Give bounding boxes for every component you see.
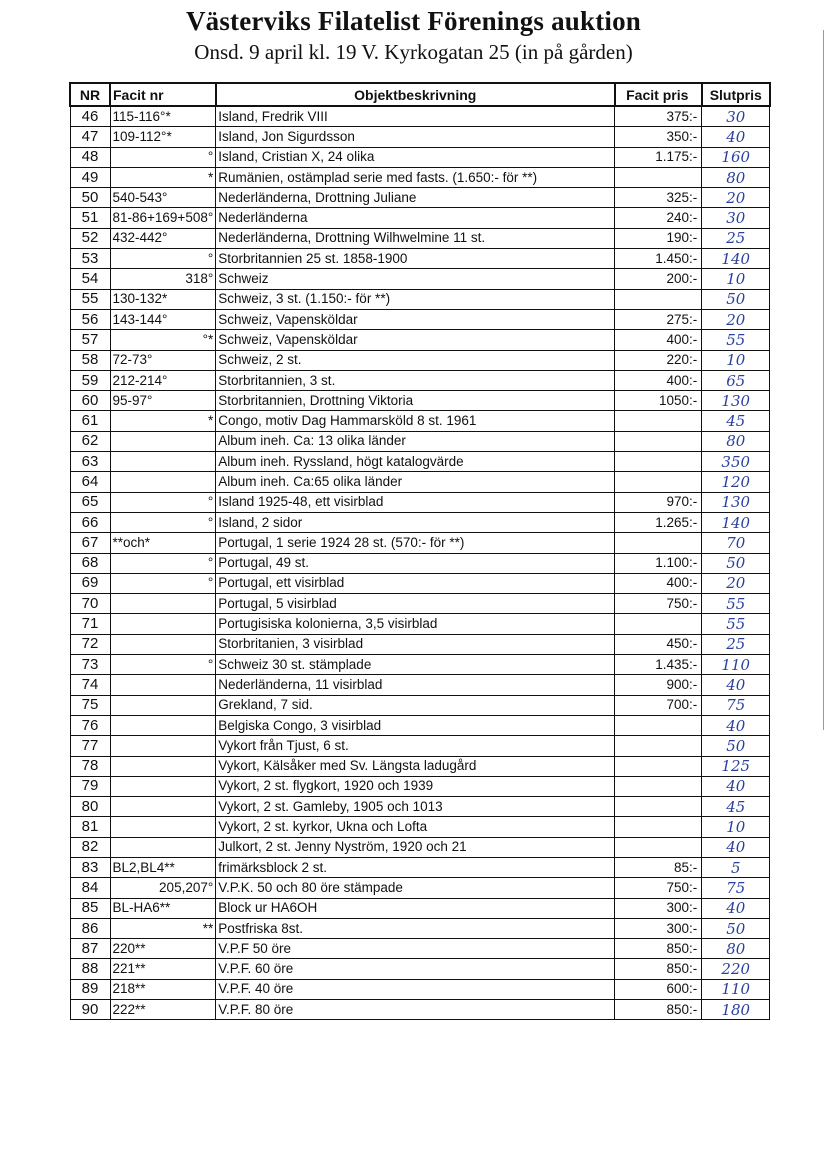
- item-description: Storbritannien, 3 st.: [216, 370, 615, 390]
- facit-number: 95-97°: [110, 391, 216, 411]
- facit-number: °: [110, 553, 216, 573]
- item-description: Island, 2 sidor: [216, 512, 615, 532]
- lot-number: 65: [70, 492, 110, 512]
- facit-price: 1.100:-: [615, 553, 702, 573]
- table-row: [70, 736, 770, 756]
- final-price: 20: [702, 573, 770, 593]
- table-row: [70, 330, 770, 350]
- final-price: 55: [702, 594, 770, 614]
- final-price: 45: [702, 797, 770, 817]
- auction-table: [69, 82, 771, 1020]
- facit-price: 220:-: [615, 350, 702, 370]
- table-row: [70, 776, 770, 796]
- facit-number: BL2,BL4**: [110, 857, 216, 877]
- item-description: Island, Jon Sigurdsson: [216, 127, 615, 147]
- table-row: [70, 553, 770, 573]
- facit-price: 970:-: [615, 492, 702, 512]
- final-price: 130: [702, 492, 770, 512]
- facit-price: [615, 431, 702, 451]
- facit-number: °: [110, 147, 216, 167]
- lot-number: 82: [70, 837, 110, 857]
- facit-number: 81-86+169+508°: [110, 208, 216, 228]
- final-price: 40: [702, 675, 770, 695]
- facit-price: [615, 533, 702, 553]
- final-price: 40: [702, 776, 770, 796]
- item-description: V.P.F. 80 öre: [216, 1000, 615, 1020]
- facit-number: *: [110, 411, 216, 431]
- facit-price: [615, 715, 702, 735]
- item-description: Vykort från Tjust, 6 st.: [216, 736, 615, 756]
- facit-number: [110, 695, 216, 715]
- lot-number: 74: [70, 675, 110, 695]
- item-description: Nederländerna, 11 visirblad: [216, 675, 615, 695]
- facit-price: 200:-: [615, 269, 702, 289]
- table-row: [70, 715, 770, 735]
- lot-number: 63: [70, 452, 110, 472]
- table-row: [70, 167, 770, 187]
- facit-number: 143-144°: [110, 309, 216, 329]
- facit-price: [615, 817, 702, 837]
- facit-number: 220**: [110, 939, 216, 959]
- table-row: [70, 655, 770, 675]
- table-row: [70, 411, 770, 431]
- item-description: Island, Fredrik VIII: [216, 106, 615, 127]
- facit-number: [110, 797, 216, 817]
- lot-number: 66: [70, 512, 110, 532]
- item-description: Island, Cristian X, 24 olika: [216, 147, 615, 167]
- facit-number: [110, 634, 216, 654]
- facit-number: [110, 756, 216, 776]
- final-price: 220: [702, 959, 770, 979]
- item-description: Vykort, Kälsåker med Sv. Längsta ladugård: [216, 756, 615, 776]
- table-row: [70, 127, 770, 147]
- facit-price: 750:-: [615, 594, 702, 614]
- column-header-facit-nr: Facit nr: [110, 83, 216, 106]
- lot-number: 58: [70, 350, 110, 370]
- table-row: [70, 533, 770, 553]
- table-row: [70, 431, 770, 451]
- lot-number: 70: [70, 594, 110, 614]
- facit-price: 850:-: [615, 959, 702, 979]
- facit-price: 750:-: [615, 878, 702, 898]
- facit-number: [110, 837, 216, 857]
- lot-number: 51: [70, 208, 110, 228]
- table-row: [70, 797, 770, 817]
- item-description: Album ineh. Ca: 13 olika länder: [216, 431, 615, 451]
- final-price: 10: [702, 817, 770, 837]
- final-price: 50: [702, 289, 770, 309]
- final-price: 45: [702, 411, 770, 431]
- final-price: 80: [702, 939, 770, 959]
- facit-price: 1.450:-: [615, 249, 702, 269]
- final-price: 40: [702, 898, 770, 918]
- final-price: 180: [702, 1000, 770, 1020]
- facit-number: 109-112°*: [110, 127, 216, 147]
- lot-number: 84: [70, 878, 110, 898]
- lot-number: 56: [70, 309, 110, 329]
- facit-price: 400:-: [615, 370, 702, 390]
- item-description: Nederländerna: [216, 208, 615, 228]
- final-price: 55: [702, 330, 770, 350]
- facit-price: 300:-: [615, 918, 702, 938]
- table-row: [70, 106, 770, 127]
- table-row: [70, 228, 770, 248]
- final-price: 30: [702, 208, 770, 228]
- lot-number: 81: [70, 817, 110, 837]
- facit-number: 72-73°: [110, 350, 216, 370]
- final-price: 50: [702, 553, 770, 573]
- item-description: V.P.F 50 öre: [216, 939, 615, 959]
- facit-price: [615, 797, 702, 817]
- table-row: [70, 472, 770, 492]
- table-row: [70, 452, 770, 472]
- table-row: [70, 249, 770, 269]
- table-row: [70, 391, 770, 411]
- lot-number: 86: [70, 918, 110, 938]
- item-description: Nederländerna, Drottning Wilhwelmine 11 st.: [216, 228, 615, 248]
- page-subtitle: Onsd. 9 april kl. 19 V. Kyrkogatan 25 (in på gården): [194, 40, 633, 64]
- facit-number: 221**: [110, 959, 216, 979]
- lot-number: 62: [70, 431, 110, 451]
- lot-number: 64: [70, 472, 110, 492]
- facit-price: [615, 289, 702, 309]
- final-price: 40: [702, 127, 770, 147]
- facit-number: [110, 776, 216, 796]
- lot-number: 83: [70, 857, 110, 877]
- facit-number: [110, 736, 216, 756]
- facit-number: 205,207°: [110, 878, 216, 898]
- final-price: 120: [702, 472, 770, 492]
- final-price: 20: [702, 188, 770, 208]
- lot-number: 75: [70, 695, 110, 715]
- table-header-row: [70, 83, 770, 106]
- lot-number: 47: [70, 127, 110, 147]
- facit-number: °*: [110, 330, 216, 350]
- table-row: [70, 370, 770, 390]
- table-row: [70, 695, 770, 715]
- facit-price: [615, 411, 702, 431]
- facit-price: [615, 756, 702, 776]
- facit-price: 300:-: [615, 898, 702, 918]
- lot-number: 60: [70, 391, 110, 411]
- facit-price: 700:-: [615, 695, 702, 715]
- lot-number: 78: [70, 756, 110, 776]
- table-row: [70, 979, 770, 999]
- final-price: 75: [702, 695, 770, 715]
- final-price: 140: [702, 512, 770, 532]
- table-row: [70, 918, 770, 938]
- facit-number: [110, 452, 216, 472]
- table-row: [70, 878, 770, 898]
- table-row: [70, 634, 770, 654]
- lot-number: 46: [70, 106, 110, 127]
- item-description: Block ur HA6OH: [216, 898, 615, 918]
- facit-number: *: [110, 167, 216, 187]
- column-header-facit-price: Facit pris: [615, 83, 702, 106]
- lot-number: 54: [70, 269, 110, 289]
- final-price: 65: [702, 370, 770, 390]
- facit-number: [110, 715, 216, 735]
- facit-price: [615, 776, 702, 796]
- item-description: Schweiz, Vapensköldar: [216, 330, 615, 350]
- table-row: [70, 289, 770, 309]
- final-price: 140: [702, 249, 770, 269]
- table-row: [70, 898, 770, 918]
- facit-price: 400:-: [615, 330, 702, 350]
- table-row: [70, 309, 770, 329]
- item-description: Portugal, 49 st.: [216, 553, 615, 573]
- final-price: 5: [702, 857, 770, 877]
- facit-number: 432-442°: [110, 228, 216, 248]
- table-row: [70, 492, 770, 512]
- facit-price: 275:-: [615, 309, 702, 329]
- facit-price: 1.435:-: [615, 655, 702, 675]
- final-price: 50: [702, 736, 770, 756]
- page-title: Västerviks Filatelist Förenings auktion: [185, 6, 642, 36]
- facit-number: [110, 431, 216, 451]
- table-row: [70, 350, 770, 370]
- lot-number: 55: [70, 289, 110, 309]
- facit-number: [110, 675, 216, 695]
- lot-number: 52: [70, 228, 110, 248]
- lot-number: 48: [70, 147, 110, 167]
- lot-number: 72: [70, 634, 110, 654]
- facit-price: [615, 472, 702, 492]
- item-description: Storbritannien 25 st. 1858-1900: [216, 249, 615, 269]
- scan-edge-divider: [823, 30, 824, 730]
- item-description: Portugal, 5 visirblad: [216, 594, 615, 614]
- item-description: Portugal, ett visirblad: [216, 573, 615, 593]
- final-price: 350: [702, 452, 770, 472]
- final-price: 40: [702, 715, 770, 735]
- lot-number: 67: [70, 533, 110, 553]
- item-description: V.P.F. 40 öre: [216, 979, 615, 999]
- column-header-description: Objektbeskrivning: [216, 83, 615, 106]
- lot-number: 50: [70, 188, 110, 208]
- table-row: [70, 1000, 770, 1020]
- table-row: [70, 269, 770, 289]
- table-row: [70, 594, 770, 614]
- facit-price: 850:-: [615, 1000, 702, 1020]
- lot-number: 57: [70, 330, 110, 350]
- facit-number: °: [110, 655, 216, 675]
- facit-price: 85:-: [615, 857, 702, 877]
- table-row: [70, 837, 770, 857]
- table-row: [70, 147, 770, 167]
- item-description: frimärksblock 2 st.: [216, 857, 615, 877]
- final-price: 55: [702, 614, 770, 634]
- final-price: 110: [702, 979, 770, 999]
- facit-price: 600:-: [615, 979, 702, 999]
- item-description: Island 1925-48, ett visirblad: [216, 492, 615, 512]
- table-row: [70, 188, 770, 208]
- facit-number: **och*: [110, 533, 216, 553]
- table-row: [70, 614, 770, 634]
- item-description: Portugisiska kolonierna, 3,5 visirblad: [216, 614, 615, 634]
- item-description: Rumänien, ostämplad serie med fasts. (1.650:- för **): [216, 167, 615, 187]
- column-header-nr: NR: [70, 83, 110, 106]
- facit-number: 212-214°: [110, 370, 216, 390]
- item-description: Schweiz 30 st. stämplade: [216, 655, 615, 675]
- lot-number: 71: [70, 614, 110, 634]
- lot-number: 49: [70, 167, 110, 187]
- facit-price: 400:-: [615, 573, 702, 593]
- final-price: 10: [702, 269, 770, 289]
- facit-number: 218**: [110, 979, 216, 999]
- table-row: [70, 573, 770, 593]
- lot-number: 69: [70, 573, 110, 593]
- item-description: Album ineh. Ca:65 olika länder: [216, 472, 615, 492]
- item-description: V.P.F. 60 öre: [216, 959, 615, 979]
- table-row: [70, 208, 770, 228]
- item-description: Schweiz, 3 st. (1.150:- för **): [216, 289, 615, 309]
- final-price: 70: [702, 533, 770, 553]
- item-description: Schweiz, 2 st.: [216, 350, 615, 370]
- lot-number: 59: [70, 370, 110, 390]
- lot-number: 90: [70, 1000, 110, 1020]
- facit-number: 540-543°: [110, 188, 216, 208]
- lot-number: 88: [70, 959, 110, 979]
- final-price: 25: [702, 228, 770, 248]
- facit-price: [615, 736, 702, 756]
- facit-number: °: [110, 492, 216, 512]
- final-price: 40: [702, 837, 770, 857]
- final-price: 30: [702, 106, 770, 127]
- item-description: Vykort, 2 st. kyrkor, Ukna och Lofta: [216, 817, 615, 837]
- facit-number: °: [110, 512, 216, 532]
- facit-number: [110, 594, 216, 614]
- facit-price: 1.265:-: [615, 512, 702, 532]
- lot-number: 87: [70, 939, 110, 959]
- item-description: Storbritanien, 3 visirblad: [216, 634, 615, 654]
- item-description: Belgiska Congo, 3 visirblad: [216, 715, 615, 735]
- final-price: 160: [702, 147, 770, 167]
- facit-price: 850:-: [615, 939, 702, 959]
- facit-number: 222**: [110, 1000, 216, 1020]
- facit-price: 1050:-: [615, 391, 702, 411]
- lot-number: 79: [70, 776, 110, 796]
- final-price: 125: [702, 756, 770, 776]
- lot-number: 76: [70, 715, 110, 735]
- facit-number: 130-132*: [110, 289, 216, 309]
- facit-price: 1.175:-: [615, 147, 702, 167]
- item-description: Schweiz: [216, 269, 615, 289]
- lot-number: 53: [70, 249, 110, 269]
- item-description: Julkort, 2 st. Jenny Nyström, 1920 och 21: [216, 837, 615, 857]
- lot-number: 80: [70, 797, 110, 817]
- facit-price: [615, 167, 702, 187]
- final-price: 75: [702, 878, 770, 898]
- item-description: Schweiz, Vapensköldar: [216, 309, 615, 329]
- facit-price: [615, 452, 702, 472]
- lot-number: 89: [70, 979, 110, 999]
- lot-number: 73: [70, 655, 110, 675]
- table-row: [70, 817, 770, 837]
- table-row: [70, 512, 770, 532]
- item-description: Vykort, 2 st. flygkort, 1920 och 1939: [216, 776, 615, 796]
- item-description: V.P.K. 50 och 80 öre stämpade: [216, 878, 615, 898]
- final-price: 50: [702, 918, 770, 938]
- facit-price: [615, 614, 702, 634]
- facit-number: 318°: [110, 269, 216, 289]
- facit-price: 350:-: [615, 127, 702, 147]
- item-description: Portugal, 1 serie 1924 28 st. (570:- för **): [216, 533, 615, 553]
- table-row: [70, 756, 770, 776]
- item-description: Postfriska 8st.: [216, 918, 615, 938]
- facit-number: 115-116°*: [110, 106, 216, 127]
- lot-number: 61: [70, 411, 110, 431]
- item-description: Grekland, 7 sid.: [216, 695, 615, 715]
- facit-price: 325:-: [615, 188, 702, 208]
- table-row: [70, 675, 770, 695]
- facit-price: 375:-: [615, 106, 702, 127]
- final-price: 130: [702, 391, 770, 411]
- facit-number: BL-HA6**: [110, 898, 216, 918]
- facit-number: [110, 614, 216, 634]
- facit-price: 240:-: [615, 208, 702, 228]
- lot-number: 77: [70, 736, 110, 756]
- item-description: Congo, motiv Dag Hammarsköld 8 st. 1961: [216, 411, 615, 431]
- facit-price: 450:-: [615, 634, 702, 654]
- facit-price: 190:-: [615, 228, 702, 248]
- table-body: [70, 106, 770, 1020]
- final-price: 10: [702, 350, 770, 370]
- column-header-final-price: Slutpris: [702, 83, 770, 106]
- final-price: 80: [702, 167, 770, 187]
- facit-price: [615, 837, 702, 857]
- final-price: 20: [702, 309, 770, 329]
- facit-number: [110, 817, 216, 837]
- facit-number: °: [110, 573, 216, 593]
- facit-number: **: [110, 918, 216, 938]
- item-description: Storbritannien, Drottning Viktoria: [216, 391, 615, 411]
- final-price: 110: [702, 655, 770, 675]
- final-price: 25: [702, 634, 770, 654]
- table-row: [70, 939, 770, 959]
- final-price: 80: [702, 431, 770, 451]
- lot-number: 68: [70, 553, 110, 573]
- facit-number: [110, 472, 216, 492]
- table-row: [70, 959, 770, 979]
- item-description: Nederländerna, Drottning Juliane: [216, 188, 615, 208]
- facit-number: °: [110, 249, 216, 269]
- table-row: [70, 857, 770, 877]
- item-description: Vykort, 2 st. Gamleby, 1905 och 1013: [216, 797, 615, 817]
- facit-price: 900:-: [615, 675, 702, 695]
- lot-number: 85: [70, 898, 110, 918]
- item-description: Album ineh. Ryssland, högt katalogvärde: [216, 452, 615, 472]
